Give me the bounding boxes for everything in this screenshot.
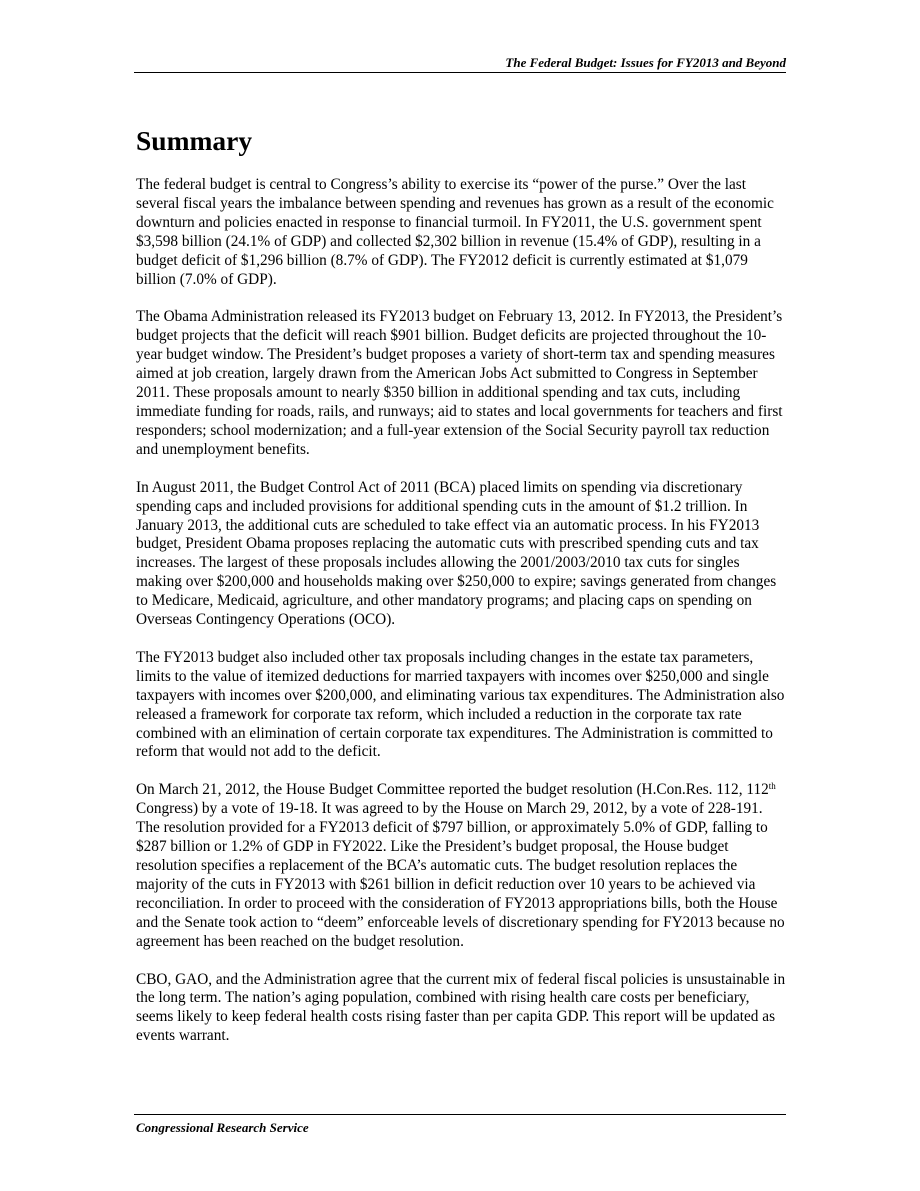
summary-paragraph-6: CBO, GAO, and the Administration agree that the current mix of federal fiscal policies is unsustainable in the long term. The nation’s aging population, combined with rising health care costs per beneficiary, seems likely to keep federal health costs rising faster than per capita GDP. This report will be updated as events warrant. xyxy=(136,970,786,1045)
running-footer-publisher: Congressional Research Service xyxy=(136,1120,309,1135)
ordinal-superscript: th xyxy=(768,781,776,792)
section-heading: Summary xyxy=(136,125,253,156)
footer-rule xyxy=(134,1114,786,1115)
running-header-title: The Federal Budget: Issues for FY2013 and Beyond xyxy=(505,55,786,70)
paragraph-5-text-end: Congress) by a vote of 19-18. It was agreed to by the House on March 29, 2012, by a vote of 228-191. The resolution provided for a FY2013 deficit of $797 billion, or approximately 5.0% of GDP, falling to $287 billion or 1.2% of GDP in FY2022. Like the President’s budget proposal, the House budget resolution specifies a replacement of the BCA’s automatic cuts. The budget resolution replaces the majority of the cuts in FY2013 with $261 billion in deficit reduction over 10 years to be achieved via reconciliation. In order to proceed with the consideration of FY2013 appropriations bills, both the House and the Senate took action to “deem” enforceable levels of discretionary spending for FY2013 because no agreement has been reached on the budget resolution. xyxy=(136,800,785,950)
summary-paragraph-2: The Obama Administration released its FY2013 budget on February 13, 2012. In FY2013, the President’s budget projects that the deficit will reach $901 billion. Budget deficits are projected throughout the 10-year budget window. The President’s budget proposes a variety of short-term tax and spending measures aimed at job creation, largely drawn from the American Jobs Act submitted to Congress in September 2011. These proposals amount to nearly $350 billion in additional spending and tax cuts, including immediate funding for roads, rails, and runways; aid to states and local governments for teachers and first responders; school modernization; and a full-year extension of the Social Security payroll tax reduction and unemployment benefits. xyxy=(136,308,783,458)
summary-paragraph-3: In August 2011, the Budget Control Act of 2011 (BCA) placed limits on spending via discretionary spending caps and included provisions for additional spending cuts in the amount of $1.2 trillion. In January 2013, the additional cuts are scheduled to take effect via an automatic process. In his FY2013 budget, President Obama proposes replacing the automatic cuts with prescribed spending cuts and tax increases. The largest of these proposals includes allowing the 2001/2003/2010 tax cuts for singles making over $200,000 and households making over $250,000 to expire; savings generated from changes to Medicare, Medicaid, agriculture, and other mandatory programs; and placing caps on spending on Overseas Contingency Operations (OCO). xyxy=(136,478,777,629)
paragraph-5-text-start: On March 21, 2012, the House Budget Committee reported the budget resolution (H.Con.Res. 112, 112 xyxy=(136,781,769,799)
summary-paragraph-5 xyxy=(136,781,788,951)
summary-paragraph-1: The federal budget is central to Congress’s ability to exercise its “power of the purse.” Over the last several fiscal years the imbalance between spending and revenues has grown as a result of the economic downturn and policies enacted in response to financial turmoil. In FY2011, the U.S. government spent $3,598 billion (24.1% of GDP) and collected $2,302 billion in revenue (15.4% of GDP), resulting in a budget deficit of $1,296 billion (8.7% of GDP). The FY2012 deficit is currently estimated at $1,079 billion (7.0% of GDP). xyxy=(136,176,774,288)
header-rule xyxy=(134,72,786,73)
summary-paragraph-4: The FY2013 budget also included other tax proposals including changes in the estate tax parameters, limits to the value of itemized deductions for married taxpayers with incomes over $250,000 and single taxpayers with incomes over $200,000, and eliminating various tax expenditures. The Administration also released a framework for corporate tax reform, which included a reduction in the corporate tax rate combined with an elimination of certain corporate tax expenditures. The Administration is committed to reform that would not add to the deficit. xyxy=(136,648,785,761)
summary-section xyxy=(136,123,788,1065)
